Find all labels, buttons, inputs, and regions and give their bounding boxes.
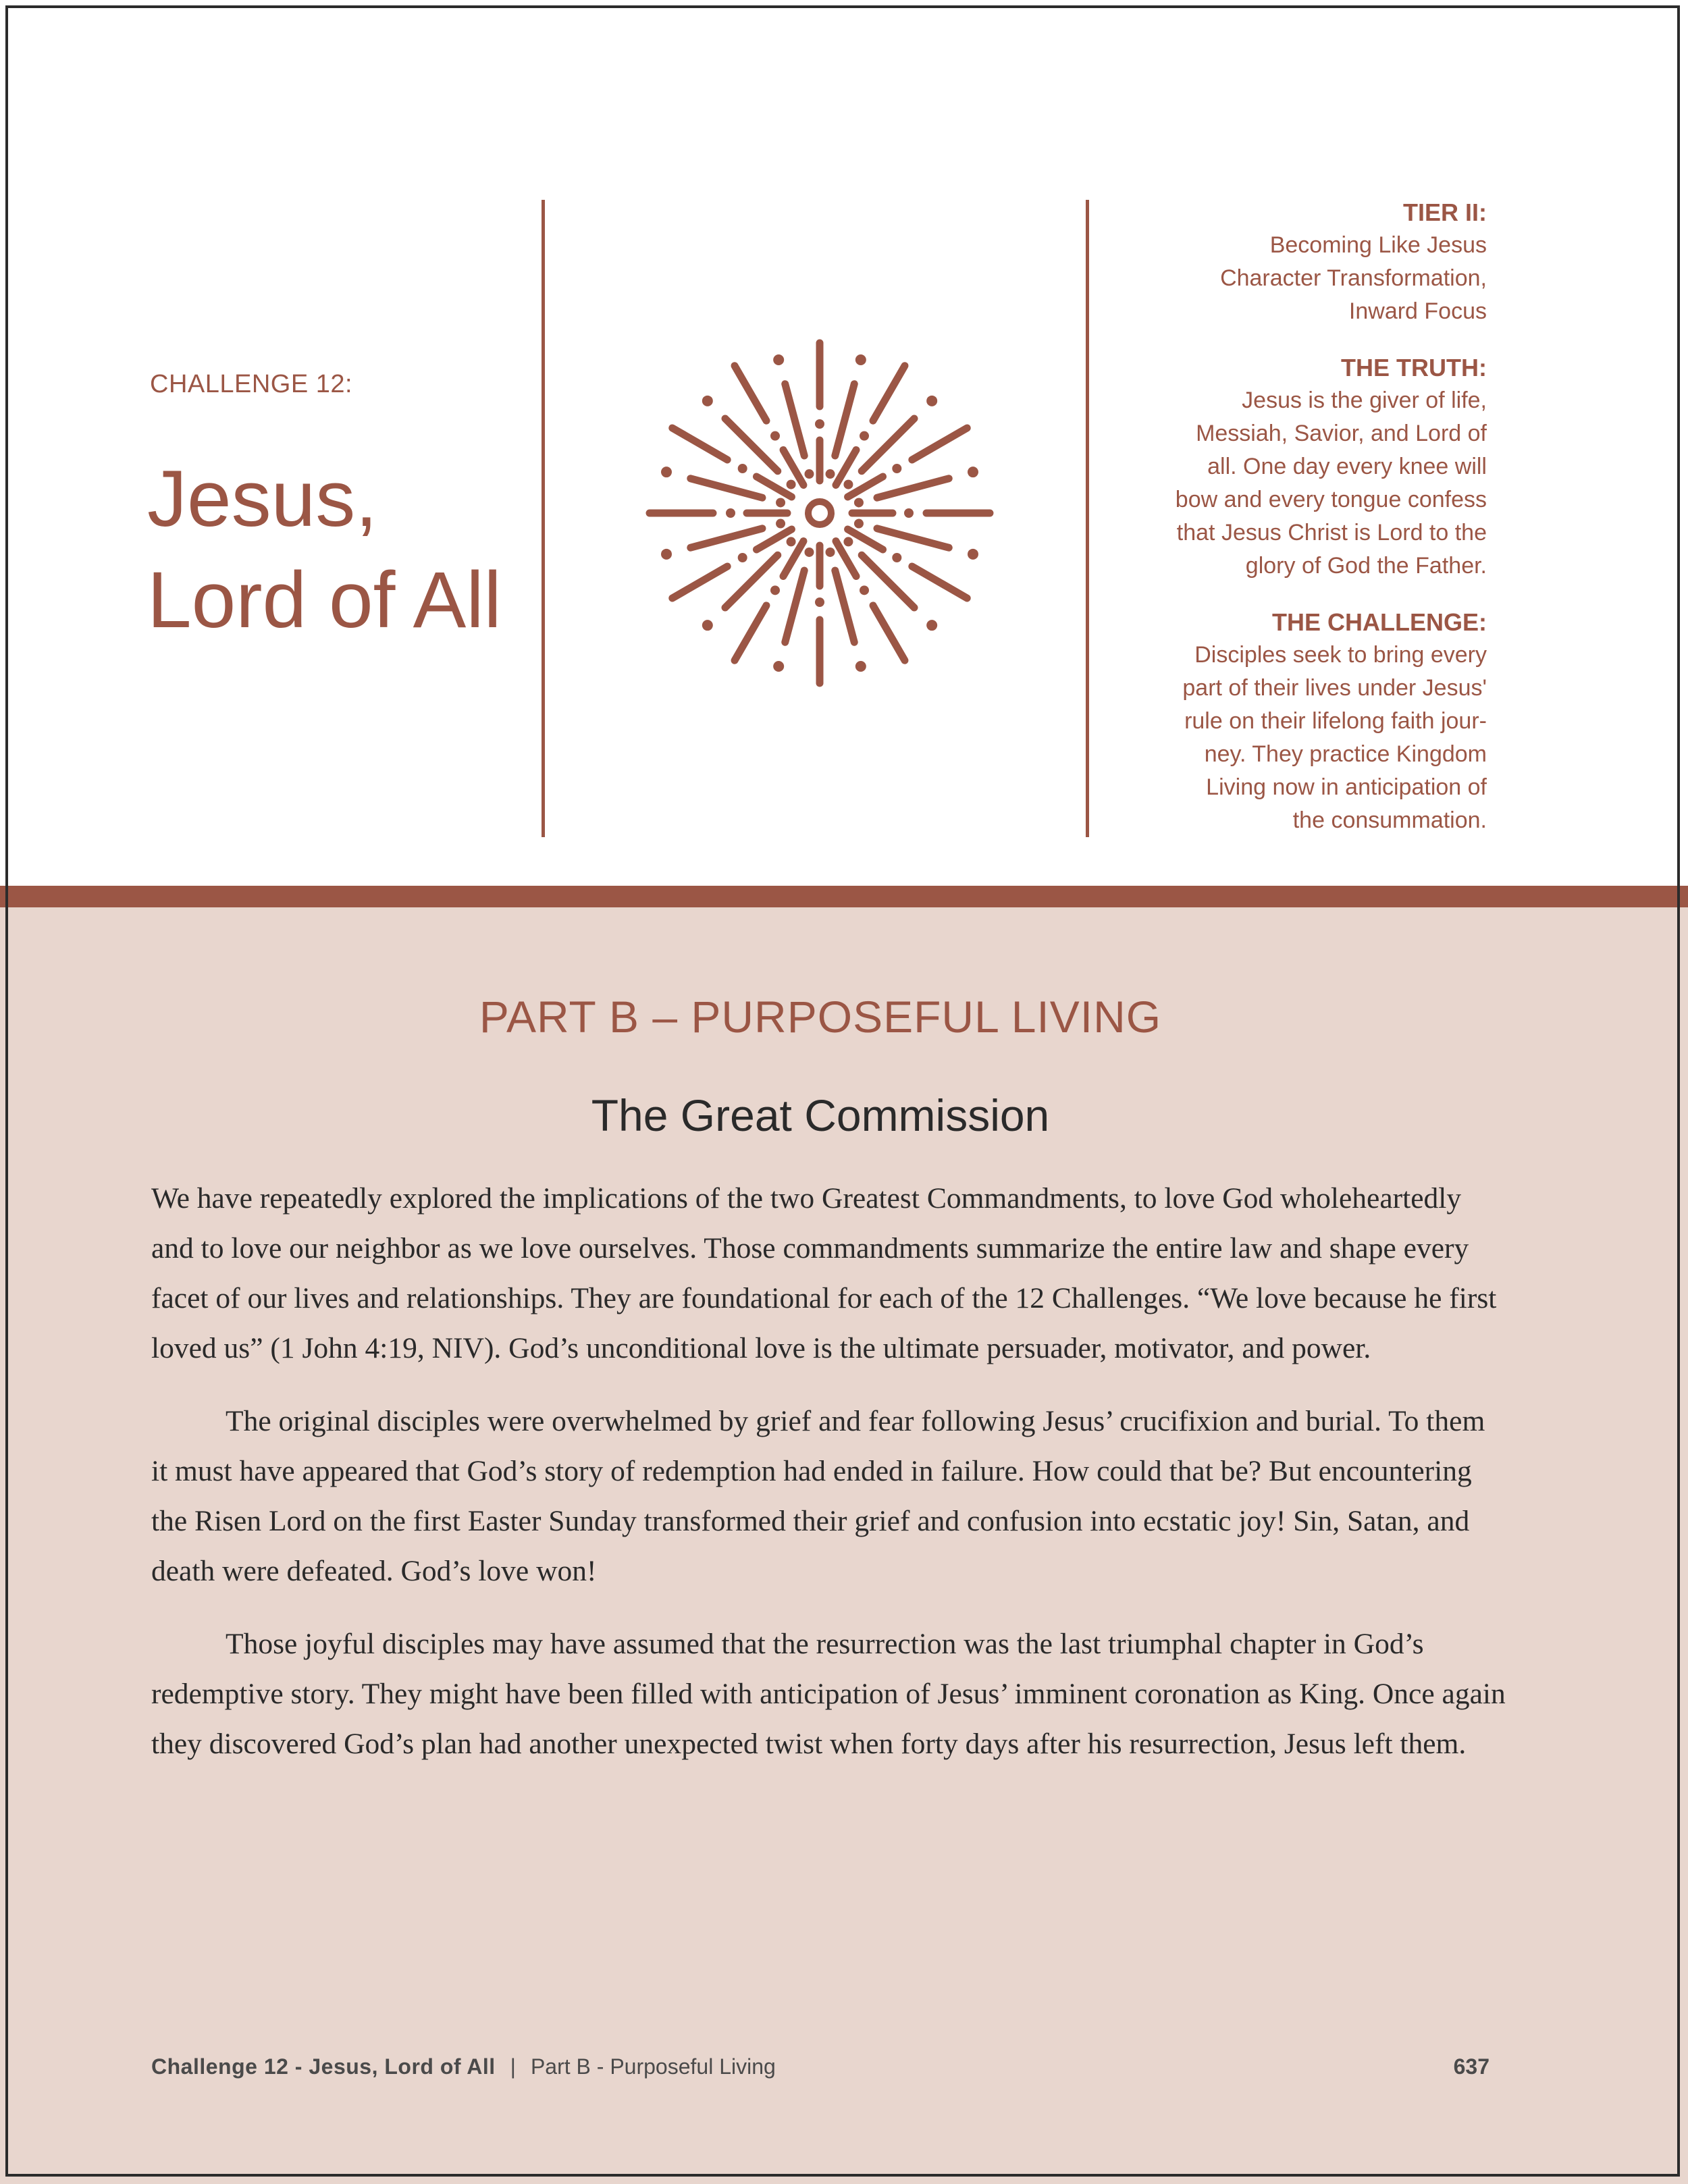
emblem-dot <box>776 519 785 529</box>
truth-line: glory of God the Father. <box>1245 553 1487 579</box>
tier-line: Becoming Like Jesus <box>1269 232 1487 258</box>
paragraph: We have repeatedly explored the implications of the two Greatest Commandments, to love God wholeheartedly and to love our neighbor as we love ourselves. Those commandments summarize the entire law and shape every facet of our lives and relationships. They are foundational for each of the 12 Challenges. “We love because he first loved us” (1 John 4:19, NIV). God’s unconditional love is the ultimate persuader, motivator, and power. <box>151 1182 1497 1364</box>
emblem-ray <box>785 384 804 456</box>
challenge-line: part of their lives under Jesus' <box>1182 675 1487 701</box>
emblem-dot <box>855 661 866 672</box>
truth-line: that Jesus Christ is Lord to the <box>1176 520 1487 545</box>
emblem-dot <box>787 480 796 489</box>
emblem-dot <box>926 396 937 406</box>
emblem-ray <box>785 570 804 642</box>
body-text <box>151 1173 1506 1792</box>
footer-chapter-title: Challenge 12 - Jesus, Lord of All <box>151 2054 496 2079</box>
section-divider-band <box>0 886 1688 907</box>
emblem-dot <box>776 498 785 507</box>
challenge-label: CHALLENGE 12: <box>150 370 353 398</box>
emblem-ray <box>691 529 762 548</box>
emblem-ray <box>877 529 949 548</box>
emblem-dot <box>968 467 978 477</box>
emblem-dot <box>815 597 824 607</box>
tier-heading: TIER II: <box>1403 198 1487 226</box>
challenge-title-line-2: Lord of All <box>147 556 502 645</box>
emblem-ray <box>877 479 949 498</box>
emblem-dot <box>804 548 814 557</box>
emblem-dot <box>661 467 672 477</box>
emblem-dot <box>926 620 937 631</box>
emblem-ray <box>862 419 914 471</box>
section-title: The Great Commission <box>591 1090 1050 1140</box>
emblem-dot <box>702 396 713 406</box>
challenge-line: ney. They practice Kingdom <box>1204 741 1487 767</box>
truth-line: all. One day every knee will <box>1207 454 1487 479</box>
emblem-ray <box>672 428 727 460</box>
emblem-ray <box>835 384 854 456</box>
tier-line: Character Transformation, <box>1220 265 1487 291</box>
emblem-center-ring <box>808 502 831 525</box>
emblem-dot <box>738 553 747 562</box>
emblem-ray <box>672 566 727 598</box>
emblem-dot <box>770 585 780 595</box>
emblem-dot <box>968 549 978 560</box>
footer-section-title: Part B - Purposeful Living <box>530 2054 776 2079</box>
truth-block <box>1109 351 1487 583</box>
emblem-dot <box>702 620 713 631</box>
emblem-dot <box>661 549 672 560</box>
challenge-header <box>0 0 1688 886</box>
truth-line: Messiah, Savior, and Lord of <box>1196 421 1487 446</box>
emblem-ray <box>725 555 778 608</box>
emblem-dot <box>815 419 824 429</box>
tier-block <box>1109 196 1487 328</box>
challenge-line: rule on their lifelong faith jour- <box>1184 708 1487 734</box>
emblem-dot <box>804 469 814 479</box>
emblem-ray <box>862 555 914 608</box>
page-footer <box>151 2054 1489 2079</box>
emblem-dot <box>738 464 747 473</box>
part-heading: PART B – PURPOSEFUL LIVING <box>479 992 1162 1042</box>
emblem-dot <box>854 519 864 529</box>
truth-line: bow and every tongue confess <box>1175 487 1487 512</box>
emblem-dot <box>854 498 864 507</box>
emblem-dot <box>892 553 901 562</box>
emblem-dot <box>855 354 866 365</box>
challenge-line: Living now in anticipation of <box>1206 774 1487 800</box>
emblem-dot <box>726 508 735 518</box>
challenge-line: Disciples seek to bring every <box>1194 642 1487 668</box>
footer-separator: | <box>510 2054 516 2079</box>
page-number: 637 <box>1453 2054 1489 2079</box>
emblem-ray <box>725 419 778 471</box>
challenge-block <box>1109 606 1487 837</box>
emblem-dot <box>860 431 869 441</box>
emblem-dot <box>826 469 835 479</box>
emblem-ray <box>873 366 905 421</box>
emblem-dot <box>892 464 901 473</box>
emblem-ray <box>835 570 854 642</box>
emblem-ray <box>691 479 762 498</box>
divider-right <box>1086 200 1089 837</box>
emblem-ray <box>912 566 967 598</box>
tier-line: Inward Focus <box>1348 298 1487 324</box>
emblem-dot <box>773 354 784 365</box>
emblem-dot <box>843 480 853 489</box>
truth-line: Jesus is the giver of life, <box>1242 388 1487 413</box>
emblem-ray <box>735 606 766 660</box>
emblem-dot <box>787 537 796 546</box>
challenge-line: the consummation. <box>1292 807 1487 833</box>
truth-heading: THE TRUTH: <box>1341 354 1487 381</box>
emblem-dot <box>843 537 853 546</box>
paragraph: Those joyful disciples may have assumed that the resurrection was the last triumphal chapter in God’s redemptive story. They might have been filled with anticipation of Jesus’ imminent coronation as King. Once again they discovered God’s plan had another unexpected twist when forty days after his resurrection, Jesus left them. <box>151 1628 1506 1760</box>
emblem-dot <box>770 431 780 441</box>
paragraph: The original disciples were overwhelmed by grief and fear following Jesus’ crucifixion and burial. To them it must have appeared that God’s story of redemption had ended in failure. How could that be? But encountering the Risen Lord on the first Easter Sunday transformed their grief and confusion into ecstatic joy! Sin, Satan, and death were defeated. God’s love won! <box>151 1405 1485 1587</box>
emblem-dot <box>773 661 784 672</box>
tier-summary <box>1109 196 1487 860</box>
challenge-title-line-1: Jesus, <box>147 454 378 543</box>
emblem-dot <box>826 548 835 557</box>
divider-left <box>542 200 545 837</box>
emblem-dot <box>904 508 914 518</box>
radiating-sunburst-icon <box>637 331 1002 695</box>
challenge-heading: THE CHALLENGE: <box>1272 608 1487 636</box>
emblem-ray <box>873 606 905 660</box>
emblem-ray <box>912 428 967 460</box>
emblem-dot <box>860 585 869 595</box>
emblem-ray <box>735 366 766 421</box>
